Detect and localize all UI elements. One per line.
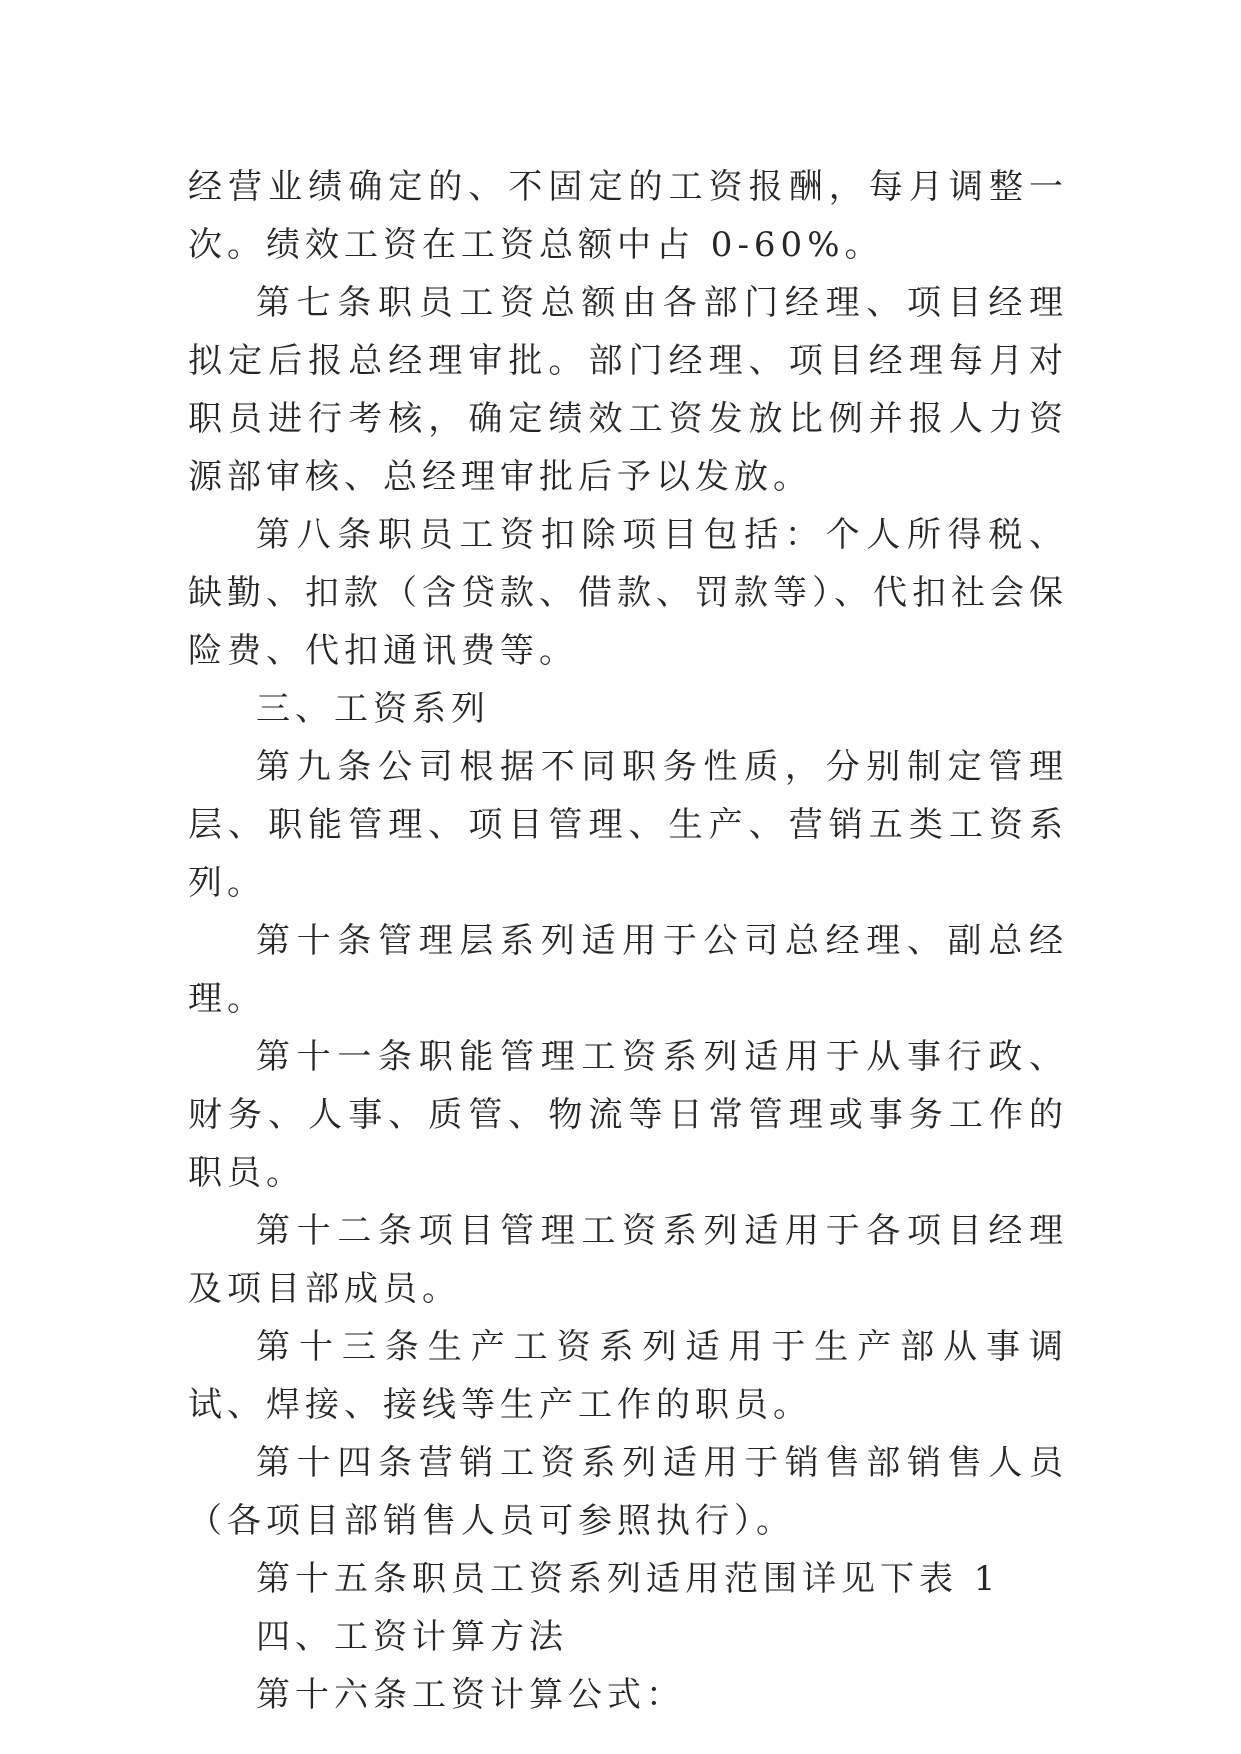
paragraph-article-9: 第九条公司根据不同职务性质，分别制定管理层、职能管理、项目管理、生产、营销五类工资系列。 — [188, 747, 1068, 903]
paragraph-article-13: 第十三条生产工资系列适用于生产部从事调试、焊接、接线等生产工作的职员。 — [188, 1327, 1068, 1425]
paragraph-article-8: 第八条职员工资扣除项目包括：个人所得税、缺勤、扣款（含贷款、借款、罚款等）、代扣社会保险费、代扣通讯费等。 — [188, 515, 1068, 671]
paragraph-article-12: 第十二条项目管理工资系列适用于各项目经理及项目部成员。 — [188, 1211, 1068, 1309]
document-body — [188, 158, 1068, 1724]
section-heading-4: 四、工资计算方法 — [256, 1617, 568, 1657]
paragraph-article-7: 第七条职员工资总额由各部门经理、项目经理拟定后报总经理审批。部门经理、项目经理每月对职员进行考核，确定绩效工资发放比例并报人力资源部审核、总经理审批后予以发放。 — [188, 283, 1068, 497]
paragraph-article-11: 第十一条职能管理工资系列适用于从事行政、财务、人事、质管、物流等日常管理或事务工作的职员。 — [188, 1037, 1068, 1193]
paragraph-continuation: 经营业绩确定的、不固定的工资报酬，每月调整一次。绩效工资在工资总额中占 0-60%。 — [188, 167, 1068, 265]
paragraph-article-16: 第十六条工资计算公式： — [256, 1675, 685, 1715]
paragraph-article-14: 第十四条营销工资系列适用于销售部销售人员（各项目部销售人员可参照执行）。 — [188, 1443, 1068, 1541]
paragraph-article-10: 第十条管理层系列适用于公司总经理、副总经理。 — [188, 921, 1068, 1019]
section-heading-3: 三、工资系列 — [256, 689, 490, 729]
paragraph-article-15: 第十五条职员工资系列适用范围详见下表 1 — [256, 1559, 1001, 1599]
